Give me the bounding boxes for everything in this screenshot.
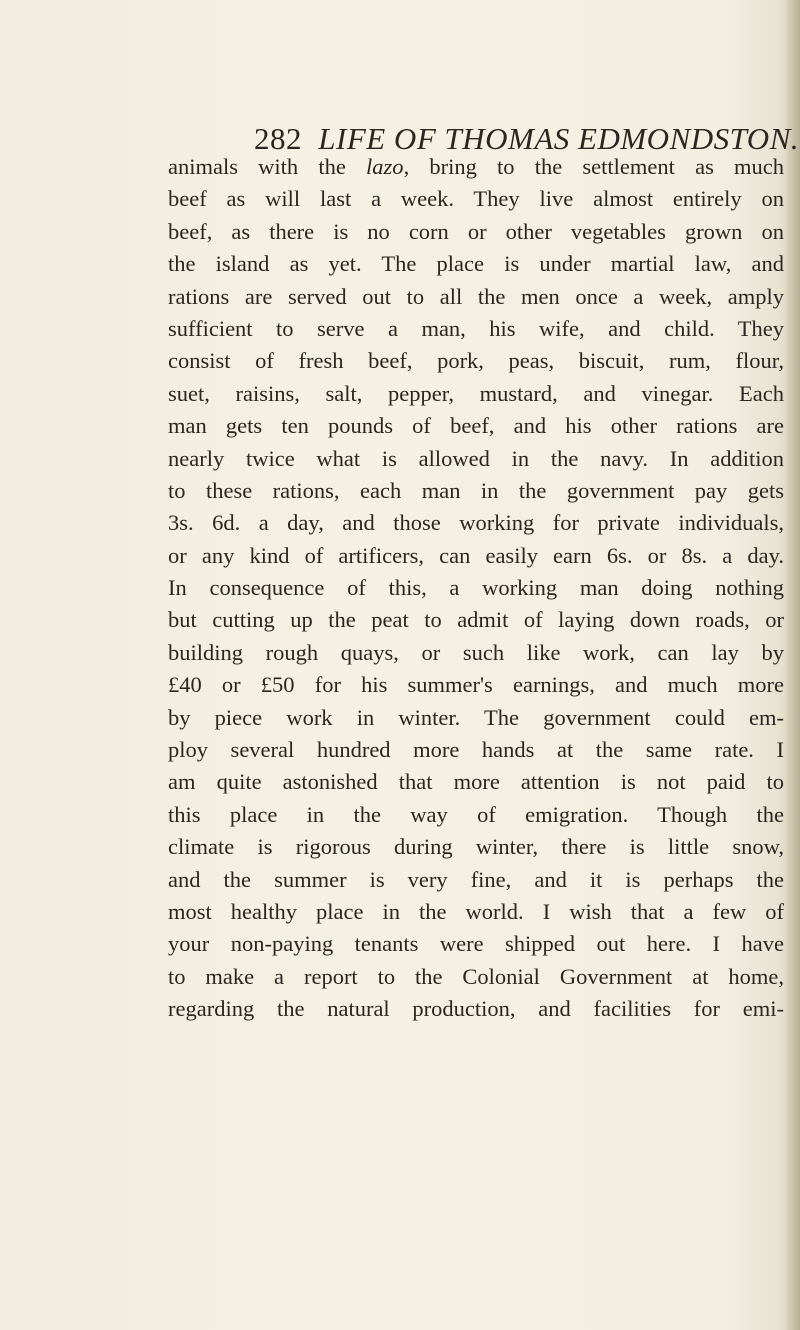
text-line: regarding the natural production, and facilities for emi- [168,996,784,1022]
running-title: LIFE OF THOMAS EDMONDSTON. [318,121,800,156]
page-number: 282 [254,121,302,156]
text-line: climate is rigorous during winter, there is little snow, [168,834,784,860]
text-line: building rough quays, or such like work, can lay by [168,639,784,665]
text-line: but cutting up the peat to admit of laying down roads, or [168,607,784,633]
text-line: In consequence of this, a working man doing nothing [168,575,784,601]
text-line: animals with the lazo, bring to the settlement as much [168,154,784,179]
text-line: this place in the way of emigration. Though the [168,801,784,827]
page-edge [786,0,800,1330]
text-line: ploy several hundred more hands at the same rate. I [168,737,784,763]
text-line: to these rations, each man in the government pay gets [168,477,784,503]
text-line: 3s. 6d. a day, and those working for private individuals, [168,510,784,536]
text-line: to make a report to the Colonial Government at home, [168,963,784,989]
text-line: by piece work in winter. The government could em- [168,704,784,730]
text-line: £40 or £50 for his summer's earnings, and much more [168,672,784,698]
text-line: rations are served out to all the men once a week, amply [168,283,784,309]
body-text [168,151,784,1026]
text-line: the island as yet. The place is under martial law, and [168,251,784,277]
text-line: beef, as there is no corn or other vegetables grown on [168,218,784,244]
text-line: or any kind of artificers, can easily earn 6s. or 8s. a day. [168,542,784,568]
text-line: most healthy place in the world. I wish that a few of [168,898,784,924]
text-line: your non-paying tenants were shipped out here. I have [168,931,784,957]
italic-word: lazo [366,154,404,179]
text-line: nearly twice what is allowed in the navy. In addition [168,445,784,471]
text-line: consist of fresh beef, pork, peas, biscuit, rum, flour, [168,348,784,374]
text-line: beef as will last a week. They live almost entirely on [168,186,784,212]
text-line: sufficient to serve a man, his wife, and child. They [168,315,784,341]
text-line: am quite astonished that more attention is not paid to [168,769,784,795]
text-line: and the summer is very fine, and it is perhaps the [168,866,784,892]
text-line: suet, raisins, salt, pepper, mustard, and vinegar. Each [168,380,784,406]
text-line: man gets ten pounds of beef, and his other rations are [168,413,784,439]
